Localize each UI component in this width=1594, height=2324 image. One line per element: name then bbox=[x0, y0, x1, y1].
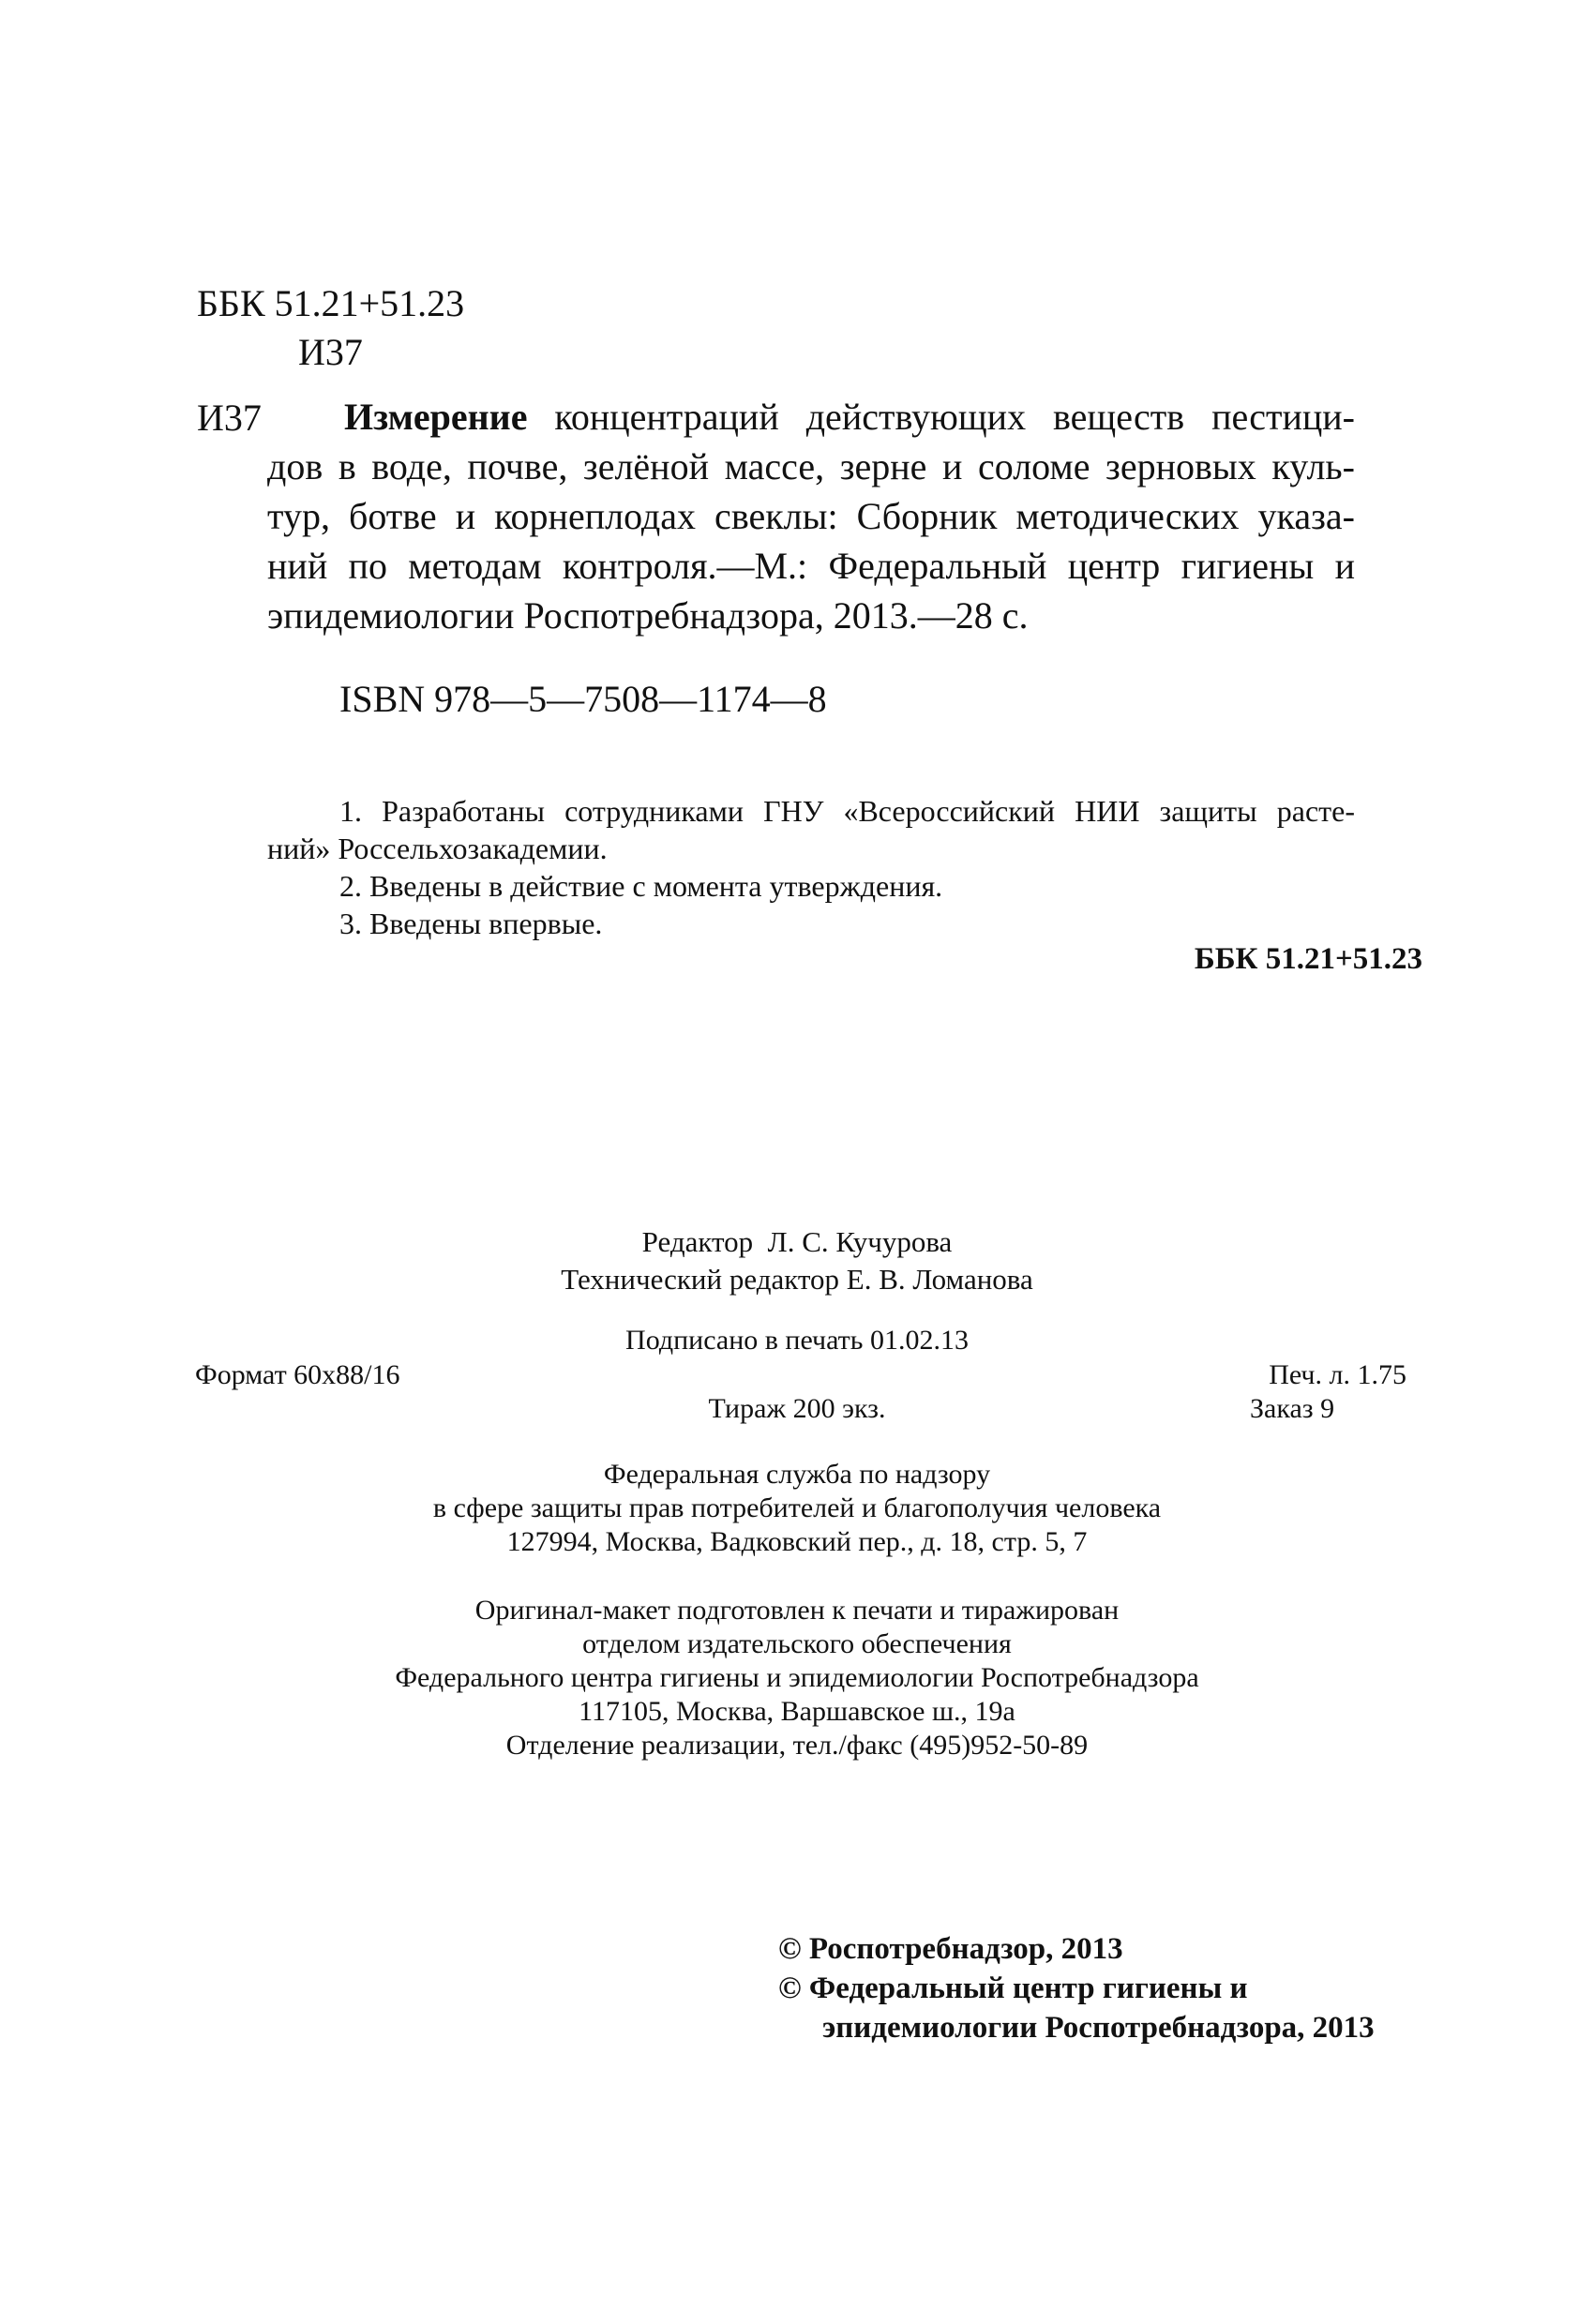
signed-to-print: Подписано в печать 01.02.13 bbox=[625, 1325, 969, 1356]
copyright-line-2: © Федеральный центр гигиены и bbox=[778, 1972, 1248, 2005]
layout-prepared-block bbox=[0, 1594, 1594, 1762]
annotation-line-5: эпидемиологии Роспотребнадзора, 2013.—28 с. bbox=[267, 594, 1029, 637]
layout-line-2: отделом издательского обеспечения bbox=[582, 1628, 1012, 1659]
isbn: ISBN 978—5—7508—1174—8 bbox=[339, 678, 827, 720]
note-line-4: 3. Введены впервые. bbox=[339, 907, 603, 940]
bbk-index-right: ББК 51.21+51.23 bbox=[1194, 942, 1422, 976]
author-code-left: И37 bbox=[197, 397, 262, 439]
layout-line-1: Оригинал-макет подготовлен к печати и тиражирован bbox=[474, 1595, 1120, 1626]
copyright-line-1: © Роспотребнадзор, 2013 bbox=[778, 1932, 1123, 1966]
printed-sheets: Печ. л. 1.75 bbox=[1269, 1359, 1406, 1390]
annotation-title-word: Измерение bbox=[344, 396, 528, 438]
order-number: Заказ 9 bbox=[1250, 1393, 1335, 1424]
bibliographic-annotation bbox=[267, 392, 1355, 640]
copyright-block bbox=[778, 1929, 1375, 2047]
technical-editor: Технический редактор Е. В. Ломанова bbox=[561, 1263, 1033, 1296]
bbk-index-top: ББК 51.21+51.23 bbox=[197, 282, 465, 324]
layout-address: 117105, Москва, Варшавское ш., 19а bbox=[579, 1696, 1015, 1727]
note-line-3: 2. Введены в действие с момента утверждения. bbox=[339, 869, 943, 903]
print-run: Тираж 200 экз. bbox=[708, 1393, 886, 1424]
paper-format: Формат 60x88/16 bbox=[195, 1359, 400, 1390]
publisher-block bbox=[0, 1458, 1594, 1559]
annotation-line-1-rest: концентраций действующих веществ пестици- bbox=[527, 396, 1355, 438]
sales-contact: Отделение реализации, тел./факс (495)952-50-89 bbox=[505, 1730, 1089, 1761]
annotation-line-4: ний по методам контроля.—М.: Федеральный центр гигиены и bbox=[267, 545, 1355, 587]
annotation-line-2: дов в воде, почве, зелёной массе, зерне и соломе зерновых куль- bbox=[267, 445, 1355, 487]
annotation-line-1 bbox=[267, 392, 1355, 442]
publisher-address: 127994, Москва, Вадковский пер., д. 18, стр. 5, 7 bbox=[506, 1526, 1088, 1557]
note-line-2: ний» Россельхозакадемии. bbox=[267, 832, 608, 865]
note-line-1: 1. Разработаны сотрудниками ГНУ «Всероссийский НИИ защиты расте- bbox=[339, 794, 1355, 828]
author-code-top: И37 bbox=[298, 331, 363, 373]
editors-block bbox=[0, 1223, 1594, 1298]
copyright-line-3: эпидемиологии Роспотребнадзора, 2013 bbox=[822, 2011, 1375, 2045]
development-notes bbox=[267, 792, 1355, 942]
editor: Редактор Л. С. Кучурова bbox=[641, 1225, 953, 1258]
publisher-line-2: в сфере защиты прав потребителей и благополучия человека bbox=[432, 1492, 1162, 1523]
layout-line-3: Федерального центра гигиены и эпидемиологии Роспотребнадзора bbox=[395, 1662, 1199, 1693]
publisher-line-1: Федеральная служба по надзору bbox=[603, 1459, 991, 1490]
annotation-line-3: тур, ботве и корнеплодах свеклы: Сборник методических указа- bbox=[267, 495, 1355, 537]
